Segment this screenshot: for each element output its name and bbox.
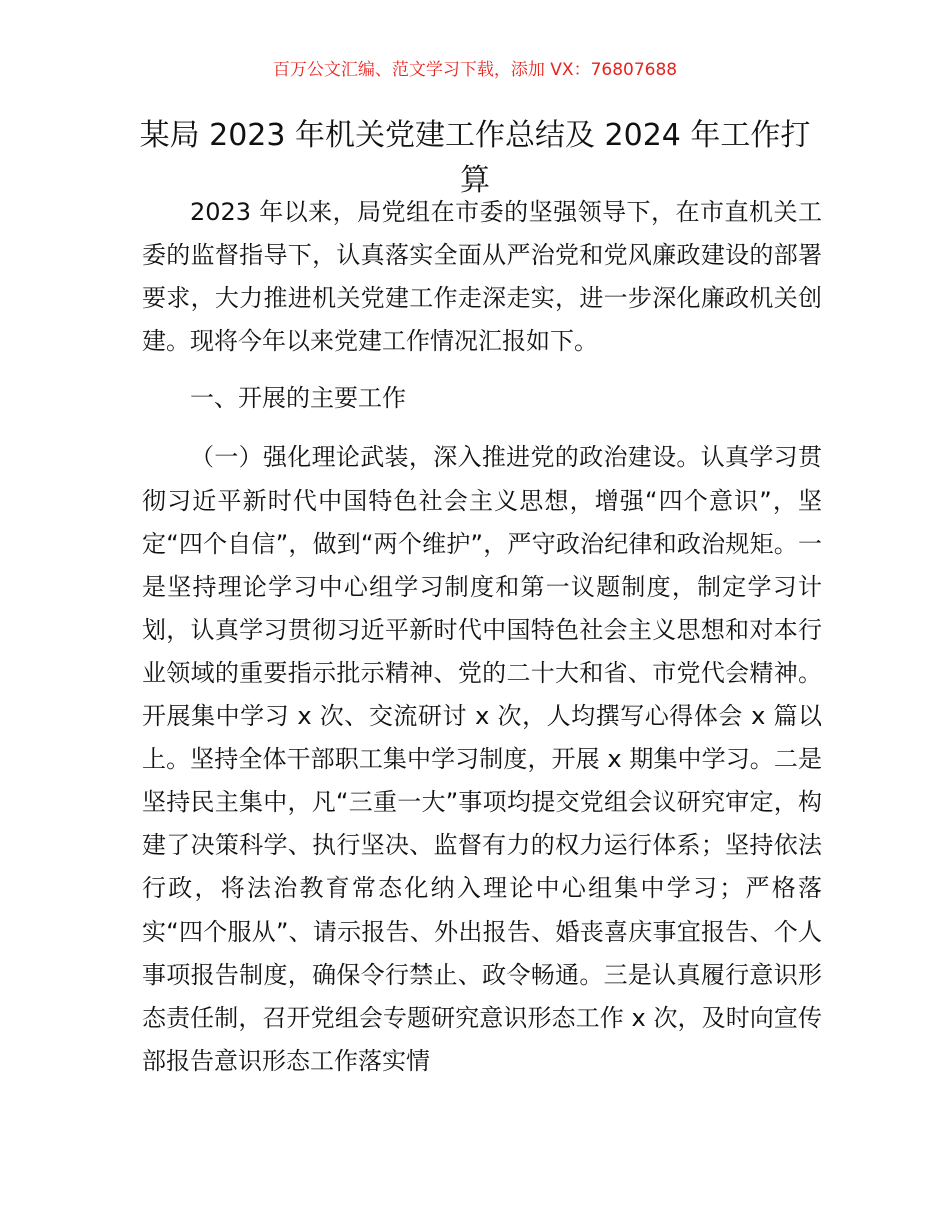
section-heading: 一、开展的主要工作 [190, 384, 406, 413]
header-watermark: 百万公文汇编、范文学习下载，添加 VX：76807688 [272, 60, 678, 80]
document-body [142, 191, 822, 1083]
intro-paragraph: 2023 年以来，局党组在市委的坚强领导下，在市直机关工委的监督指导下，认真落实全面从严治党和党风廉政建设的部署要求，大力推进机关党建工作走深走实，进一步深化廉政机关创建。现将今年以来党建工作情况汇报如下。 [142, 198, 822, 356]
body-paragraph: （一）强化理论武装，深入推进党的政治建设。认真学习贯彻习近平新时代中国特色社会主义思想，增强“四个意识”，坚定“四个自信”，做到“两个维护”，严守政治纪律和政治规矩。一是坚持理论学习中心组学习制度和第一议题制度，制定学习计划，认真学习贯彻习近平新时代中国特色社会主义思想和对本行业领域的重要指示批示精神、党的二十大和省、市党代会精神。开展集中学习 x 次、交流研讨 x 次，人均撰写心得体会 x 篇以上。坚持全体干部职工集中学习制度，开展 x 期集中学习。二是坚持民主集中，凡“三重一大”事项均提交党组会议研究审定，构建了决策科学、执行坚决、监督有力的权力运行体系；坚持依法行政，将法治教育常态化纳入理论中心组集中学习；严格落实“四个服从”、请示报告、外出报告、婚丧喜庆事宜报告、个人事项报告制度，确保令行禁止、政令畅通。三是认真履行意识形态责任制，召开党组会专题研究意识形态工作 x 次，及时向宣传部报告意识形态工作落实情 [142, 443, 822, 1075]
document-title: 某局 2023 年机关党建工作总结及 2024 年工作打算 [139, 118, 811, 198]
